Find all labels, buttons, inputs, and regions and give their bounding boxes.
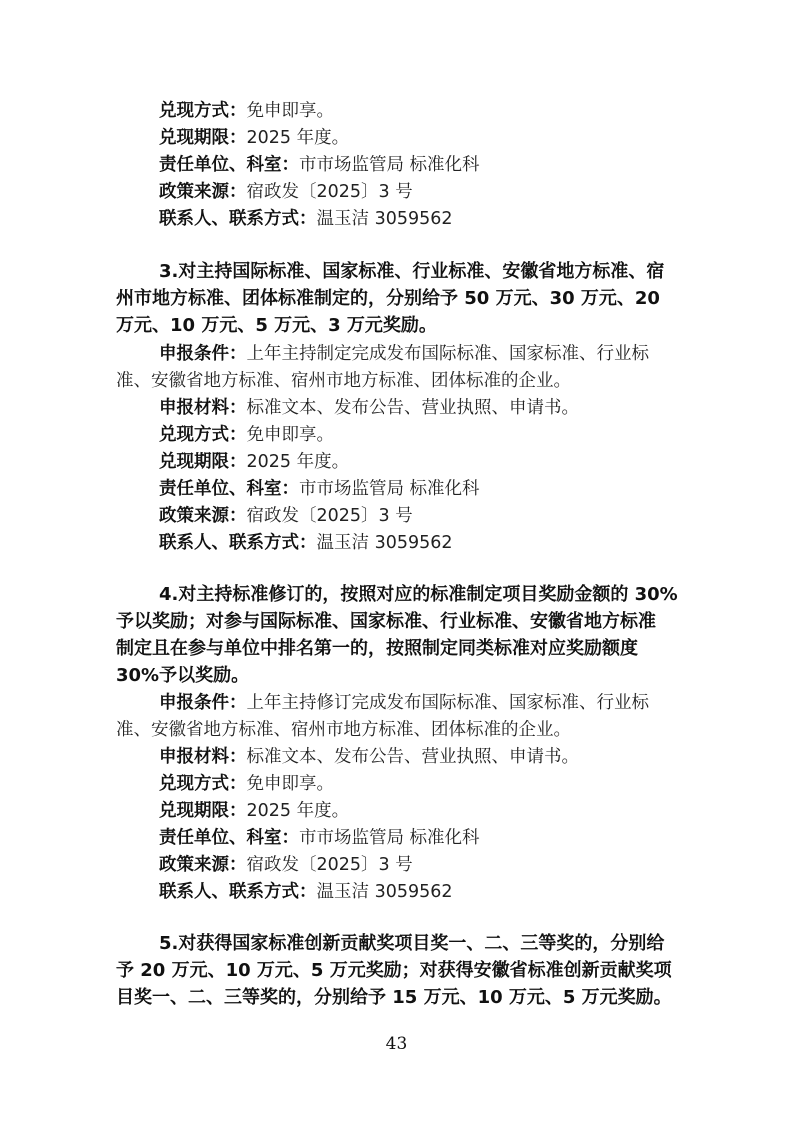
- field-value: 标准文本、发布公告、营业执照、申请书。: [246, 747, 579, 767]
- field-value: 免申即享。: [246, 101, 334, 121]
- field-value: 市市场监管局 标准化科: [299, 155, 480, 175]
- field-value: 宿政发〔2025〕3 号: [246, 855, 413, 875]
- field-value: 市市场监管局 标准化科: [299, 479, 480, 499]
- field-value: 温玉洁 3059562: [316, 882, 453, 902]
- item3-title-line: 州市地方标准、团体标准制定的，分别给予 50 万元、30 万元、20: [116, 288, 660, 309]
- item4-title-line: 4.对主持标准修订的，按照对应的标准制定项目奖励金额的 30%: [159, 584, 678, 605]
- materials-row: [159, 395, 579, 421]
- field-value: 市市场监管局 标准化科: [299, 828, 480, 848]
- field-label: 申报材料：: [159, 398, 247, 418]
- item5-title-line: 目奖一、二、三等奖的，分别给予 15 万元、10 万元、5 万元奖励。: [116, 987, 672, 1008]
- field-label: 联系人、联系方式：: [159, 533, 317, 553]
- field-value: 2025 年度。: [246, 128, 350, 148]
- field-value: 宿政发〔2025〕3 号: [246, 182, 413, 202]
- conditions-row: [159, 341, 649, 367]
- conditions-continuation: 准、安徽省地方标准、宿州市地方标准、团体标准的企业。: [116, 720, 571, 740]
- conditions-row: [159, 690, 649, 716]
- redeem-mode-row: [159, 422, 334, 448]
- redeem-mode-row: [159, 771, 334, 797]
- contact-row: [159, 879, 453, 905]
- field-label: 兑现方式：: [159, 101, 247, 121]
- unit-row: [159, 152, 480, 178]
- item5-title-line: 予 20 万元、10 万元、5 万元奖励；对获得安徽省标准创新贡献奖项: [116, 960, 672, 981]
- field-value: 2025 年度。: [246, 452, 350, 472]
- field-value: 上年主持修订完成发布国际标准、国家标准、行业标: [246, 693, 649, 713]
- field-label: 兑现期限：: [159, 128, 247, 148]
- field-value: 温玉洁 3059562: [316, 533, 453, 553]
- item4-title-line: 予以奖励；对参与国际标准、国家标准、行业标准、安徽省地方标准: [116, 611, 656, 632]
- item4-title-line: 30%予以奖励。: [116, 665, 250, 686]
- item5-title-line: 5.对获得国家标准创新贡献奖项目奖一、二、三等奖的，分别给: [159, 933, 665, 954]
- field-label: 政策来源：: [159, 506, 247, 526]
- item3-title-line: 3.对主持国际标准、国家标准、行业标准、安徽省地方标准、宿: [159, 261, 665, 282]
- field-label: 责任单位、科室：: [159, 479, 299, 499]
- unit-row: [159, 476, 480, 502]
- field-label: 联系人、联系方式：: [159, 882, 317, 902]
- field-label: 责任单位、科室：: [159, 155, 299, 175]
- contact-row: [159, 530, 453, 556]
- field-label: 兑现方式：: [159, 774, 247, 794]
- field-label: 兑现期限：: [159, 452, 247, 472]
- redeem-mode-row: [159, 98, 334, 124]
- page-number: 43: [385, 1034, 408, 1054]
- field-value: 2025 年度。: [246, 801, 350, 821]
- field-label: 兑现方式：: [159, 425, 247, 445]
- field-value: 免申即享。: [246, 425, 334, 445]
- source-row: [159, 503, 413, 529]
- field-label: 申报条件：: [159, 344, 247, 364]
- field-value: 标准文本、发布公告、营业执照、申请书。: [246, 398, 579, 418]
- redeem-period-row: [159, 798, 349, 824]
- conditions-continuation: 准、安徽省地方标准、宿州市地方标准、团体标准的企业。: [116, 371, 571, 391]
- field-value: 上年主持制定完成发布国际标准、国家标准、行业标: [246, 344, 649, 364]
- field-value: 宿政发〔2025〕3 号: [246, 506, 413, 526]
- redeem-period-row: [159, 125, 349, 151]
- item3-title-line: 万元、10 万元、5 万元、3 万元奖励。: [116, 315, 437, 336]
- field-label: 申报条件：: [159, 693, 247, 713]
- item4-title-line: 制定且在参与单位中排名第一的，按照制定同类标准对应奖励额度: [116, 638, 638, 659]
- field-label: 申报材料：: [159, 747, 247, 767]
- materials-row: [159, 744, 579, 770]
- field-label: 兑现期限：: [159, 801, 247, 821]
- source-row: [159, 852, 413, 878]
- field-value: 温玉洁 3059562: [316, 209, 453, 229]
- field-value: 免申即享。: [246, 774, 334, 794]
- field-label: 政策来源：: [159, 855, 247, 875]
- field-label: 责任单位、科室：: [159, 828, 299, 848]
- field-label: 政策来源：: [159, 182, 247, 202]
- field-label: 联系人、联系方式：: [159, 209, 317, 229]
- contact-row: [159, 206, 453, 232]
- source-row: [159, 179, 413, 205]
- unit-row: [159, 825, 480, 851]
- redeem-period-row: [159, 449, 349, 475]
